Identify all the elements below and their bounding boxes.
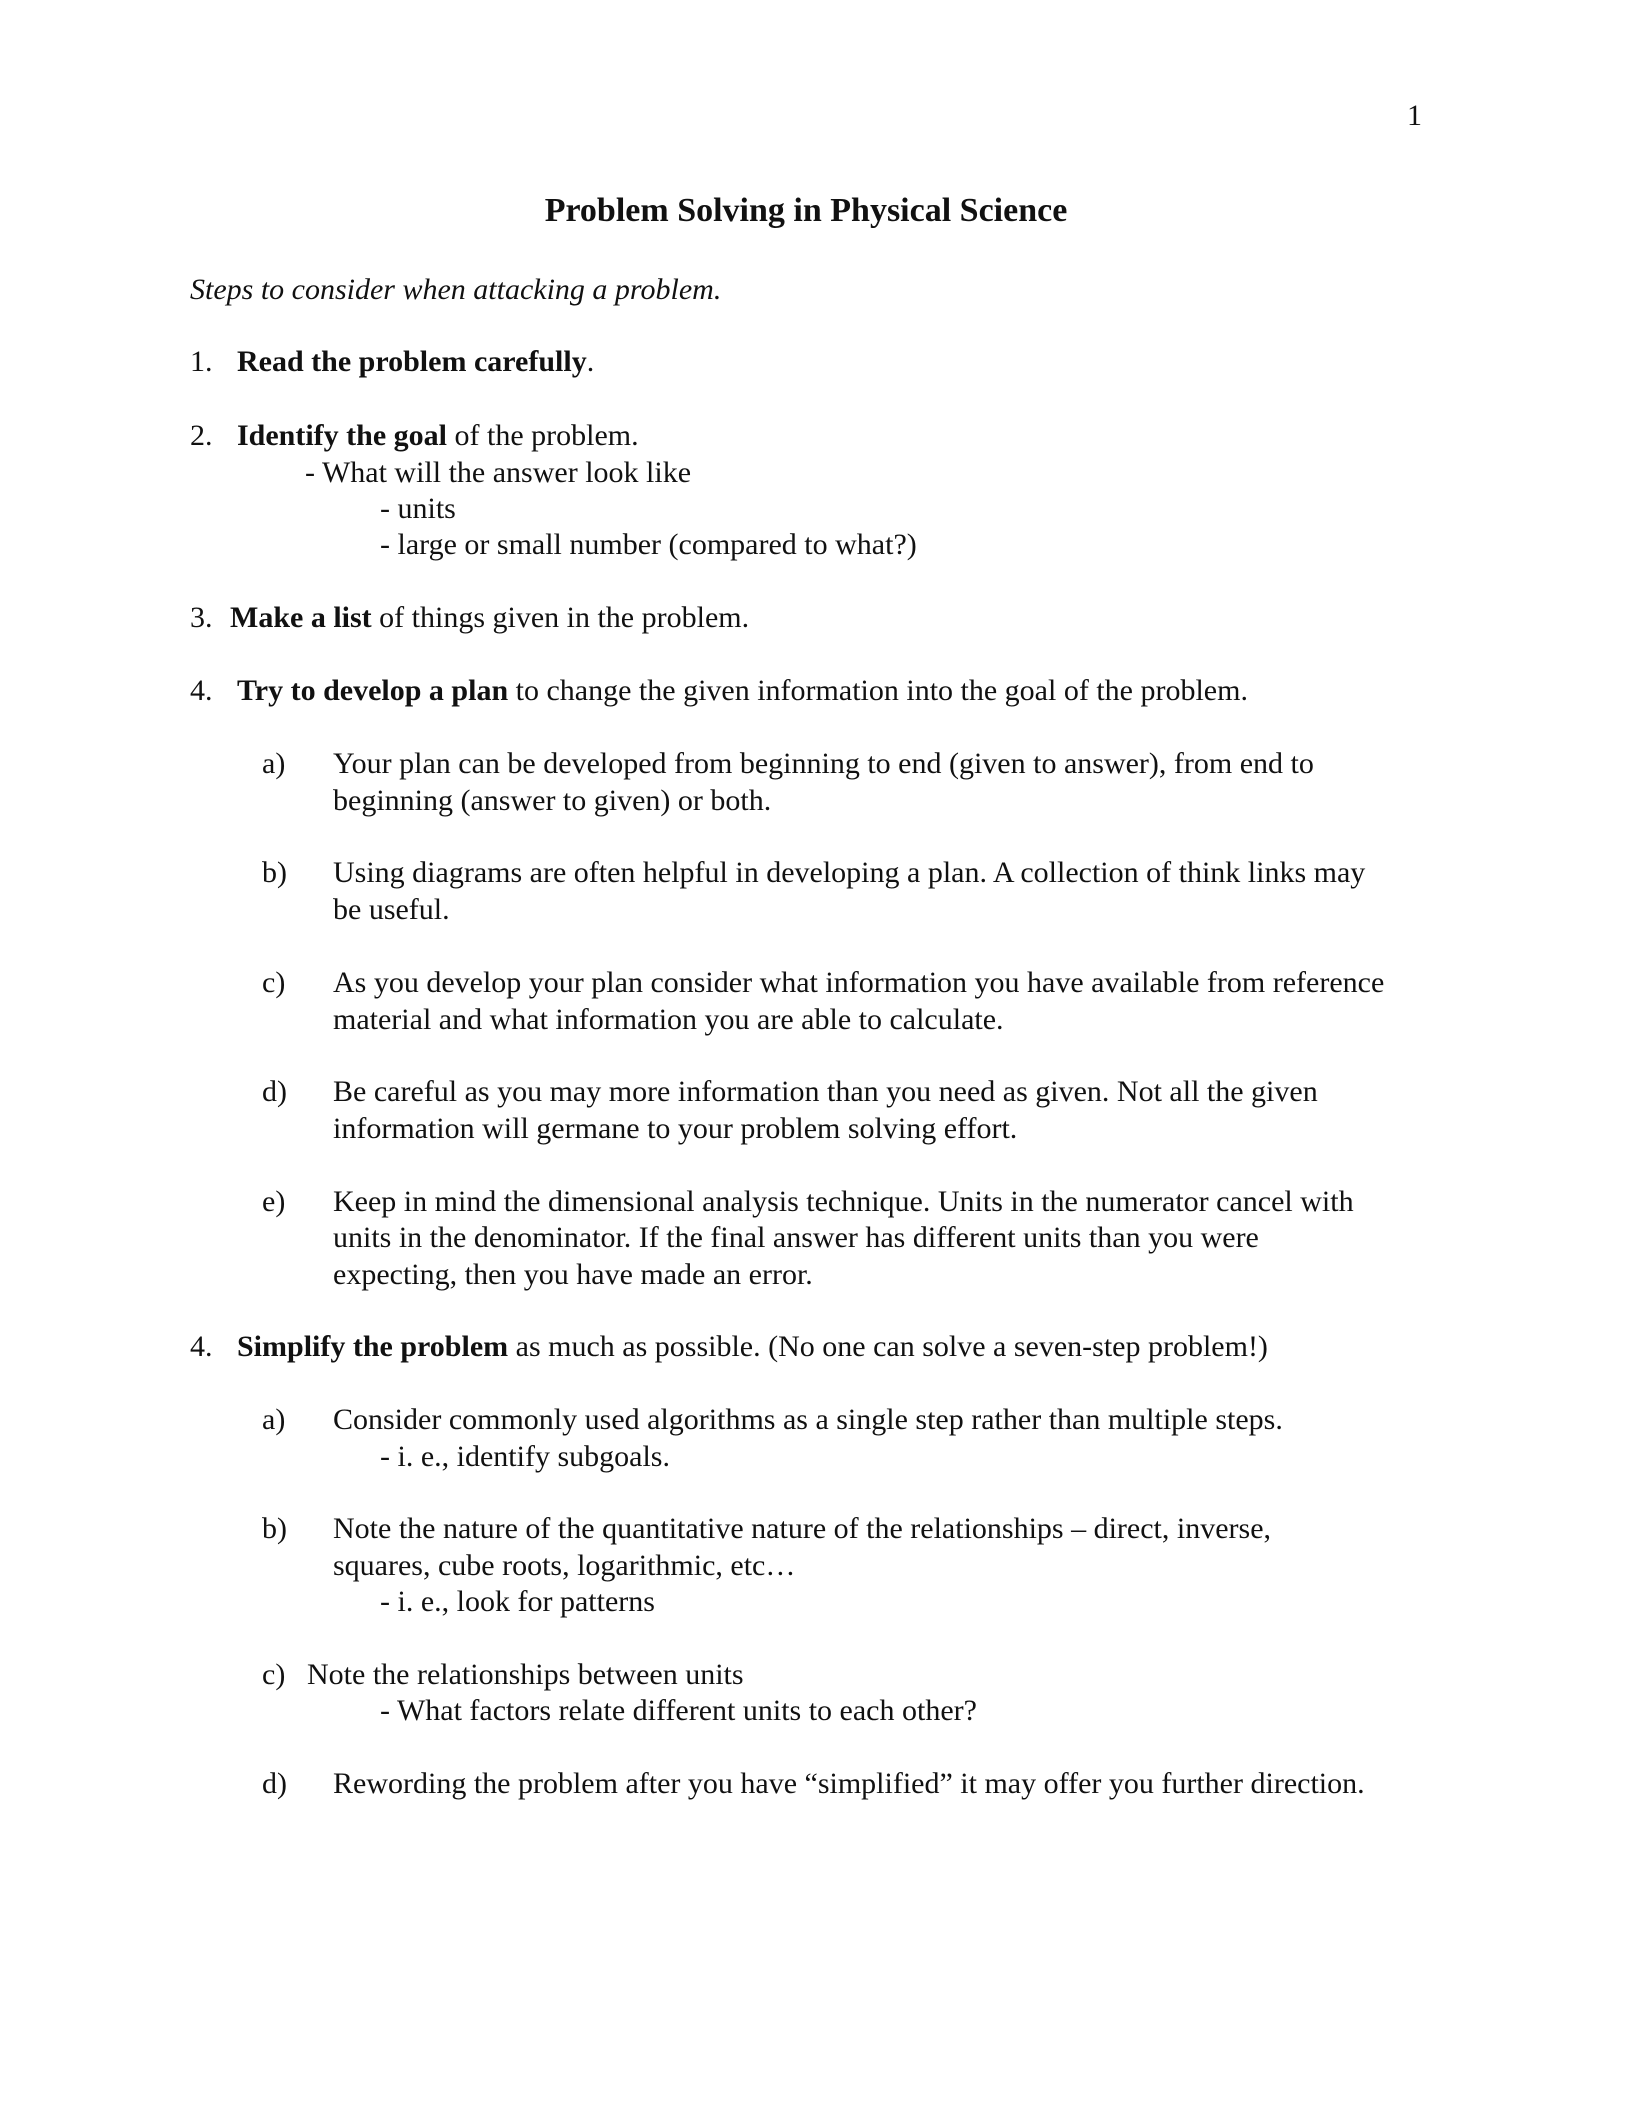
step-5-number: 4. — [190, 1330, 213, 1363]
step-4c-line-1: As you develop your plan consider what information you have available from reference — [333, 966, 1385, 999]
step-5b-line-1: Note the nature of the quantitative nature of the relationships – direct, inverse, — [333, 1512, 1272, 1545]
step-4e-line-2: units in the denominator. If the final answer has different units than you were — [333, 1221, 1259, 1254]
step-2-subsub-1: - units — [380, 492, 456, 525]
step-4e-line-1: Keep in mind the dimensional analysis technique. Units in the numerator cancel with — [333, 1185, 1354, 1218]
step-4c-letter: c) — [262, 966, 286, 999]
step-3-rest: of things given in the problem. — [371, 601, 750, 634]
step-4d-line-1: Be careful as you may more information than you need as given. Not all the given — [333, 1075, 1318, 1108]
step-1-number: 1. — [190, 345, 213, 378]
step-4d-letter: d) — [262, 1075, 287, 1108]
step-4a-line-1: Your plan can be developed from beginning to end (given to answer), from end to — [333, 747, 1314, 780]
step-3-number: 3. — [190, 601, 213, 634]
step-2-subsub-2: - large or small number (compared to what?) — [380, 528, 917, 561]
subtitle: Steps to consider when attacking a problem. — [190, 273, 722, 306]
step-4-text — [237, 672, 1248, 709]
step-4a-line-2: beginning (answer to given) or both. — [333, 784, 772, 817]
step-5c-sub: - What factors relate different units to each other? — [380, 1694, 977, 1727]
step-4-rest: to change the given information into the goal of the problem. — [508, 674, 1248, 707]
step-5d-letter: d) — [262, 1767, 287, 1800]
step-5-rest: as much as possible. (No one can solve a seven-step problem!) — [508, 1330, 1268, 1363]
step-2-text — [237, 417, 639, 454]
step-5b-line-2: squares, cube roots, logarithmic, etc… — [333, 1549, 796, 1582]
step-2-rest: of the problem. — [447, 419, 639, 452]
step-5c-line-1: Note the relationships between units — [307, 1658, 744, 1691]
page-title: Problem Solving in Physical Science — [544, 192, 1068, 229]
step-3-text — [230, 599, 749, 636]
step-4c-line-2: material and what information you are able to calculate. — [333, 1003, 1004, 1036]
step-2-sub: - What will the answer look like — [305, 456, 692, 489]
step-5b-letter: b) — [262, 1512, 287, 1545]
step-5a-line-1: Consider commonly used algorithms as a single step rather than multiple steps. — [333, 1403, 1283, 1436]
step-2-number: 2. — [190, 419, 213, 452]
step-2-bold: Identify the goal — [237, 419, 447, 452]
step-5-text — [237, 1328, 1268, 1365]
step-1-rest: . — [586, 345, 595, 378]
step-4e-line-3: expecting, then you have made an error. — [333, 1258, 813, 1291]
step-4b-line-2: be useful. — [333, 893, 450, 926]
step-4-number: 4. — [190, 674, 213, 707]
step-5a-sub: - i. e., identify subgoals. — [380, 1440, 670, 1473]
step-4-bold: Try to develop a plan — [237, 674, 509, 707]
step-5-bold: Simplify the problem — [237, 1330, 509, 1363]
step-4b-line-1: Using diagrams are often helpful in developing a plan. A collection of think links may — [333, 856, 1366, 889]
step-4a-letter: a) — [262, 747, 286, 780]
step-5d-line-1: Rewording the problem after you have “simplified” it may offer you further direction. — [333, 1767, 1365, 1800]
step-1-text — [237, 343, 594, 380]
step-5b-sub: - i. e., look for patterns — [380, 1585, 655, 1618]
step-3-bold: Make a list — [230, 601, 372, 634]
step-5c-letter: c) — [262, 1658, 286, 1691]
step-1-bold: Read the problem carefully — [237, 345, 587, 378]
step-4e-letter: e) — [262, 1185, 286, 1218]
step-4d-line-2: information will germane to your problem solving effort. — [333, 1112, 1018, 1145]
page-number: 1 — [1407, 99, 1422, 132]
step-4b-letter: b) — [262, 856, 287, 889]
step-5a-letter: a) — [262, 1403, 286, 1436]
